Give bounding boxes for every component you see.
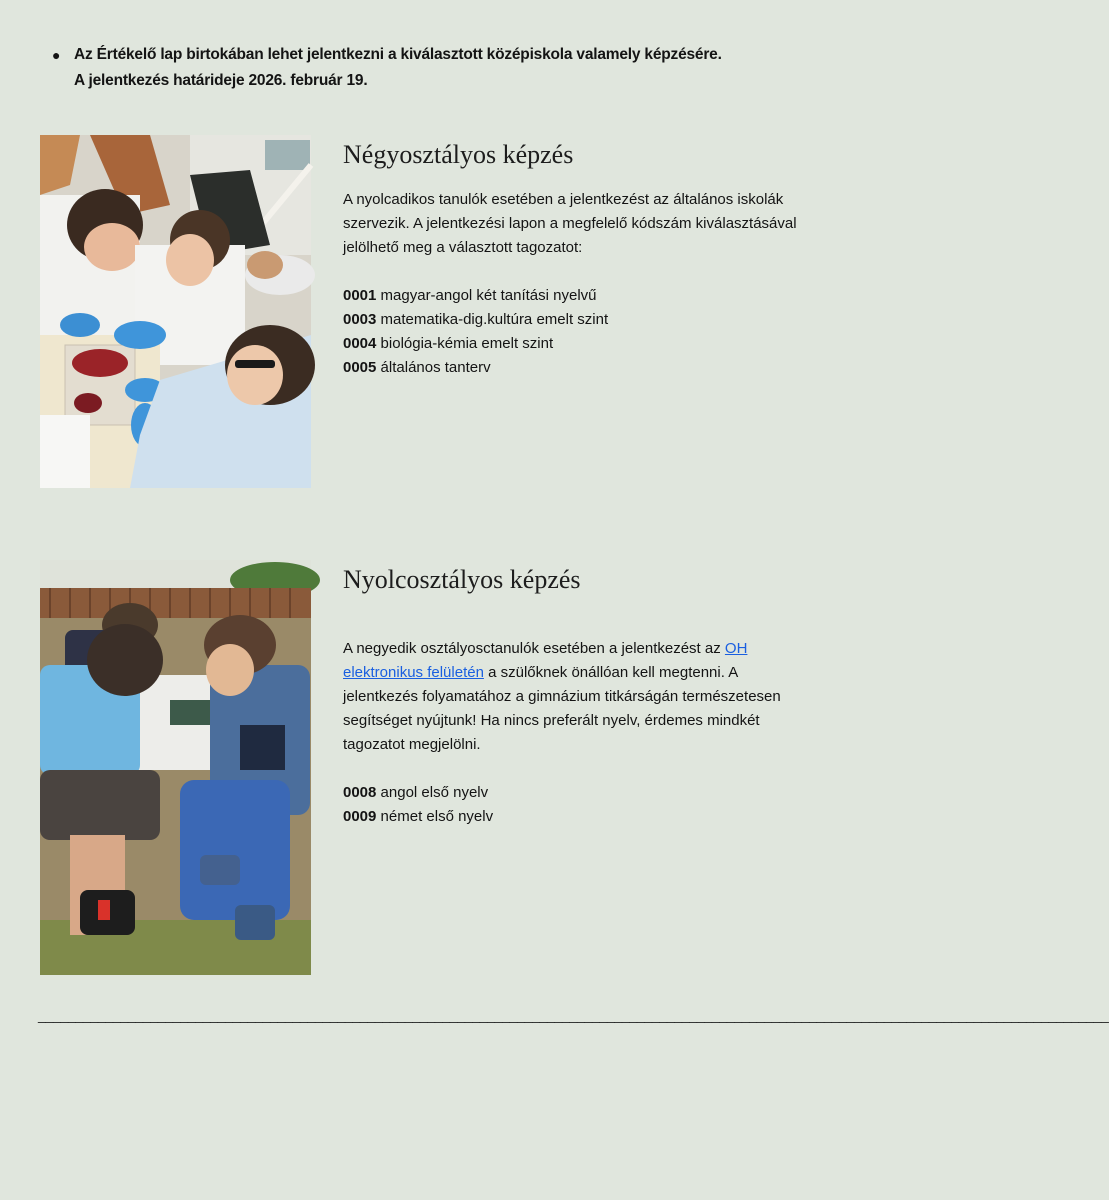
section-paragraph-eight-year — [343, 637, 813, 757]
code-item — [343, 781, 813, 805]
photo-outdoor-students — [40, 560, 311, 975]
intro-bullet-item — [52, 42, 822, 94]
code-number: 0005 — [343, 359, 377, 376]
code-item — [343, 356, 813, 380]
bullet-icon: ● — [52, 47, 61, 63]
code-number: 0008 — [343, 784, 377, 801]
code-label: angol első nyelv — [376, 784, 489, 801]
paragraph-text-before-link: A negyedik osztályosctanulók esetében a jelentkezést az — [343, 640, 725, 657]
paragraph-text-after-link: a szülőknek önállóan kell megtenni. A jelentkezés folyamatához a gimnázium titkárságán természetesen segítséget nyújtunk! Ha nincs preferált nyelv, érdemes mindkét tagozatot megjelölni. — [343, 664, 781, 753]
code-list-four-year — [343, 284, 813, 380]
section-paragraph-four-year: A nyolcadikos tanulók esetében a jelentkezést az általános iskolák szervezik. A jelentkezési lapon a megfelelő kódszám kiválasztásával jelölhető meg a választott tagozatot: — [343, 191, 797, 256]
code-item — [343, 805, 813, 829]
code-number: 0003 — [343, 311, 377, 328]
code-number: 0009 — [343, 808, 377, 825]
code-number: 0001 — [343, 287, 377, 304]
code-item — [343, 284, 813, 308]
code-list-eight-year — [343, 781, 813, 829]
oh-online-link[interactable]: OH elektronikus felületén — [343, 640, 748, 681]
code-label: matematika-dig.kultúra emelt szint — [380, 311, 609, 328]
intro-line-1: Az Értékelő lap birtokában lehet jelentkezni a kiválasztott középiskola valamely képzésére. — [74, 46, 722, 63]
code-item — [343, 308, 813, 332]
section-title-four-year: Négyosztályos képzés — [343, 140, 574, 169]
code-label: német első nyelv — [380, 808, 494, 825]
section-eight-year — [343, 563, 813, 829]
divider-line: _______________________________________________________________________________________________________________________________________________ — [38, 1007, 1109, 1023]
section-title-eight-year: Nyolcosztályos képzés — [343, 565, 581, 594]
code-number: 0004 — [343, 335, 377, 352]
code-item — [343, 332, 813, 356]
section-four-year — [343, 138, 813, 380]
photo-lab-students — [40, 135, 311, 488]
code-label: magyar-angol két tanítási nyelvű — [376, 287, 597, 304]
code-label: általános tanterv — [380, 359, 491, 376]
intro-deadline: A jelentkezés határideje 2026. február 19. — [74, 72, 368, 89]
code-label: biológia-kémia emelt szint — [380, 335, 554, 352]
